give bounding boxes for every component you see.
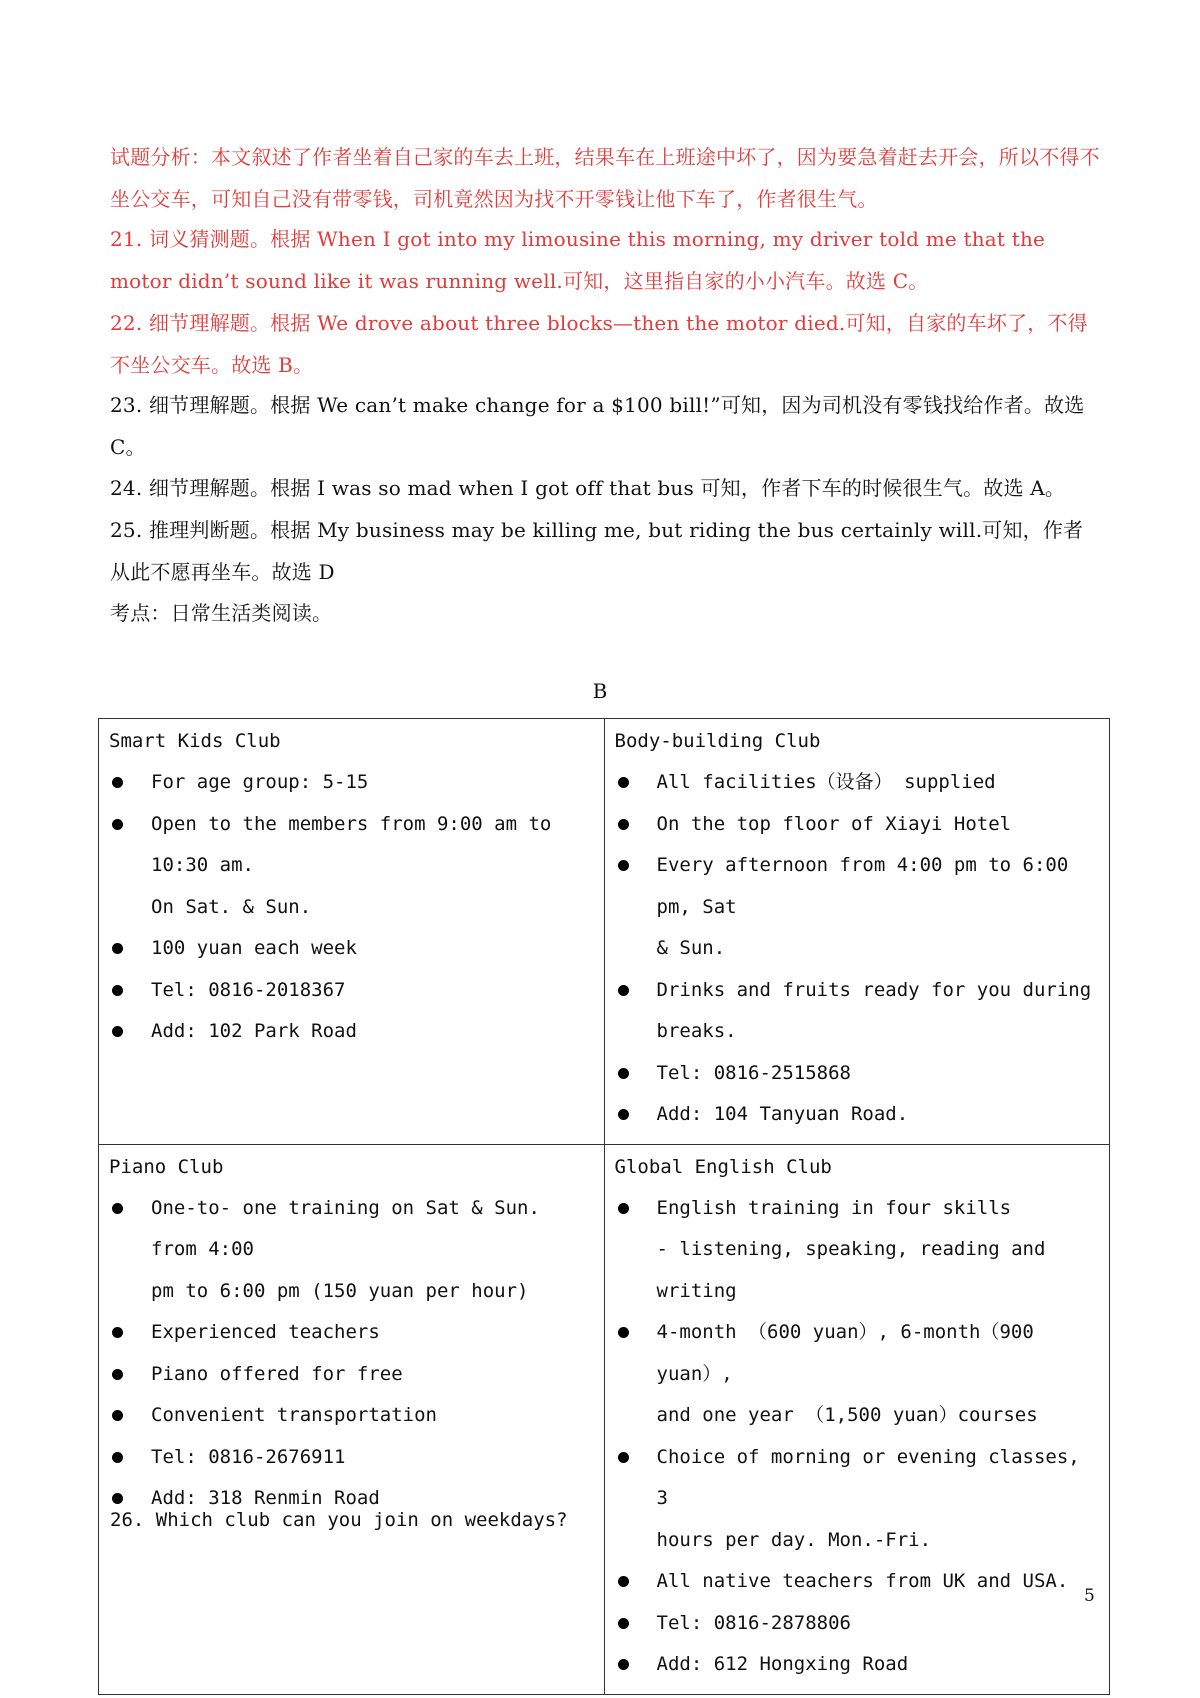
list-item-continuation: pm to 6:00 pm (150 yuan per hour) bbox=[151, 1279, 529, 1302]
body-building-club-cell bbox=[604, 719, 1110, 1145]
list-item: Choice of morning or evening classes, 3 bbox=[615, 1437, 1100, 1520]
list-item-continuation: - listening, speaking, reading and writing bbox=[656, 1238, 1046, 1302]
global-english-club-cell bbox=[604, 1144, 1110, 1694]
list-item: Tel: 0816-2676911 bbox=[109, 1437, 594, 1479]
list-item: Open to the members from 9:00 am to 10:30 am. bbox=[109, 804, 594, 887]
analysis-q24: 24. 细节理解题。根据 I was so mad when I got off that bus 可知，作者下车的时候很生气。故选 A。 bbox=[110, 476, 1066, 500]
list-item-continuation: hours per day. Mon.-Fri. bbox=[656, 1528, 932, 1551]
list-item: Convenient transportation bbox=[109, 1395, 594, 1437]
section-label: B bbox=[592, 679, 608, 703]
piano-club-cell bbox=[99, 1144, 605, 1694]
list-item: English training in four skills bbox=[615, 1188, 1100, 1230]
list-item: All facilities（设备） supplied bbox=[615, 762, 1100, 804]
list-item: Experienced teachers bbox=[109, 1312, 594, 1354]
smart-kids-club-cell bbox=[99, 719, 605, 1145]
list-item: Add: 612 Hongxing Road bbox=[615, 1644, 1100, 1686]
list-item: Tel: 0816-2515868 bbox=[615, 1053, 1100, 1095]
list-item: All native teachers from UK and USA. bbox=[615, 1561, 1100, 1603]
analysis-intro: 试题分析：本文叙述了作者坐着自己家的车去上班，结果车在上班途中坏了，因为要急着赶去开会，所以不得不坐公交车，可知自己没有带零钱，司机竟然因为找不开零钱让他下车了，作者很生气。 bbox=[110, 145, 1100, 211]
club-name: Body-building Club bbox=[614, 730, 821, 752]
list-item: Add: 102 Park Road bbox=[109, 1011, 594, 1053]
analysis-q21: 21. 词义猜测题。根据 When I got into my limousine this morning, my driver told me that the motor didn’t sound like it was running well.可知，这里指自家的小小汽车。故选 C。 bbox=[110, 227, 1046, 293]
analysis-kaodian: 考点：日常生活类阅读。 bbox=[110, 601, 333, 625]
list-item: Tel: 0816-2878806 bbox=[615, 1603, 1100, 1645]
list-item: 4-month （600 yuan）, 6-month（900 yuan）, bbox=[615, 1312, 1100, 1395]
club-name: Piano Club bbox=[109, 1155, 224, 1178]
list-item: Drinks and fruits ready for you during bbox=[615, 970, 1100, 1012]
list-item: On the top floor of Xiayi Hotel bbox=[615, 804, 1100, 846]
list-item: For age group: 5-15 bbox=[109, 762, 594, 804]
list-item: 100 yuan each week bbox=[109, 928, 594, 970]
list-item: Add: 104 Tanyuan Road. bbox=[615, 1094, 1100, 1136]
club-table bbox=[98, 718, 1110, 1695]
page-number: 5 bbox=[1084, 1586, 1095, 1606]
list-item-continuation: and one year （1,500 yuan）courses bbox=[656, 1404, 1038, 1426]
club-details-list bbox=[615, 1188, 1100, 1686]
question-26: 26. Which club can you join on weekdays? bbox=[110, 1509, 568, 1531]
list-item: Piano offered for free bbox=[109, 1354, 594, 1396]
list-item-continuation: breaks. bbox=[656, 1020, 737, 1042]
club-details-list bbox=[615, 762, 1100, 1136]
analysis-q25: 25. 推理判断题。根据 My business may be killing me, but riding the bus certainly will.可知，作者从此不愿再坐车。故选 D bbox=[110, 518, 1084, 584]
list-item: Every afternoon from 4:00 pm to 6:00 pm, Sat bbox=[615, 845, 1100, 928]
club-name: Smart Kids Club bbox=[109, 730, 281, 752]
list-item-continuation: On Sat. & Sun. bbox=[151, 895, 312, 918]
table-row bbox=[99, 1144, 1110, 1694]
analysis-q23: 23. 细节理解题。根据 We can’t make change for a $100 bill!”可知，因为司机没有零钱找给作者。故选 C。 bbox=[110, 393, 1085, 459]
list-item-continuation: & Sun. bbox=[656, 937, 726, 959]
list-item: Add: 318 Renmin Road bbox=[109, 1478, 594, 1520]
table-row bbox=[99, 719, 1110, 1145]
list-item: Tel: 0816-2018367 bbox=[109, 970, 594, 1012]
club-details-list bbox=[109, 762, 594, 1053]
list-item: One-to- one training on Sat & Sun. from 4:00 bbox=[109, 1188, 594, 1271]
analysis-q22: 22. 细节理解题。根据 We drove about three blocks—then the motor died.可知，自家的车坏了，不得不坐公交车。故选 B。 bbox=[110, 311, 1088, 377]
club-name: Global English Club bbox=[614, 1155, 832, 1178]
club-details-list bbox=[109, 1188, 594, 1520]
